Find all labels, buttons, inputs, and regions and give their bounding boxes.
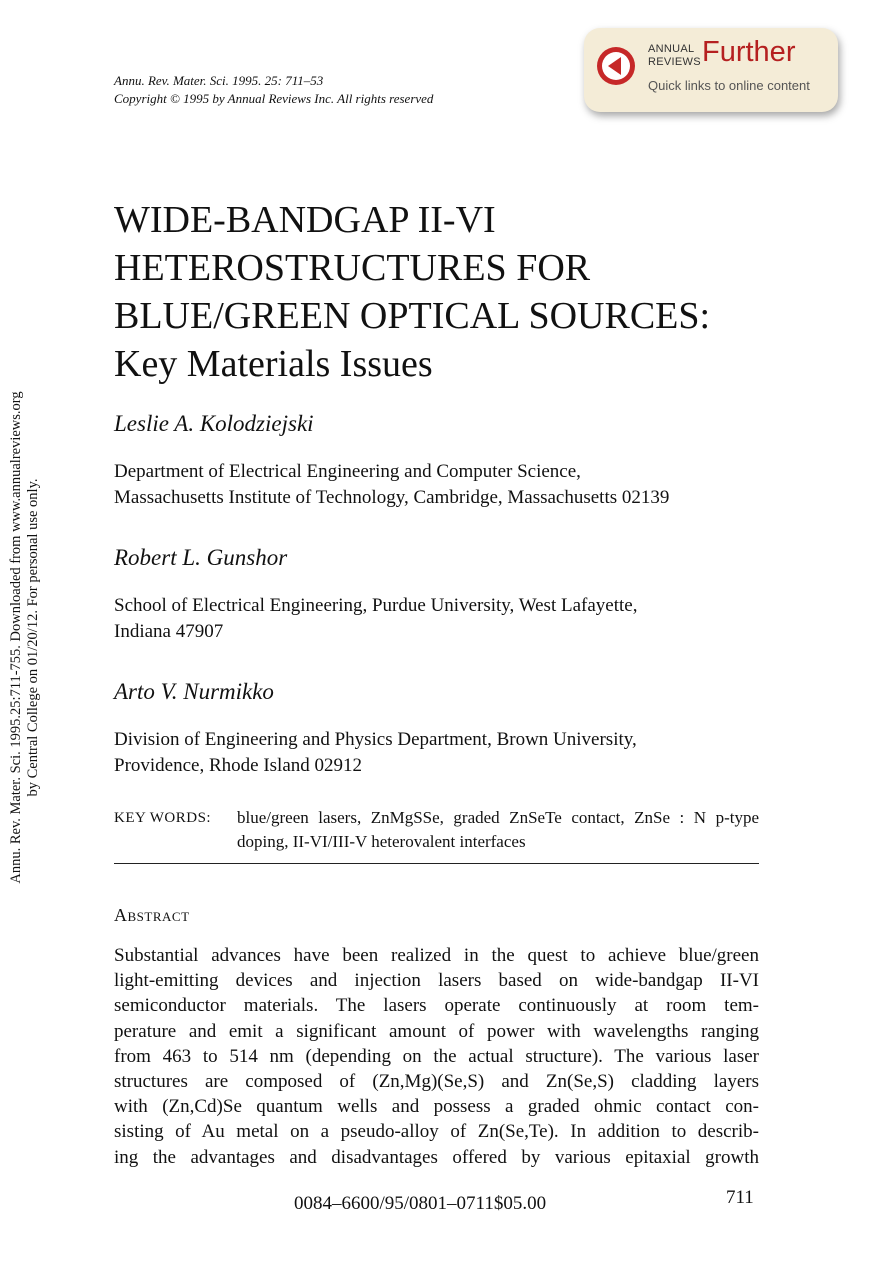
abstract-body <box>114 943 759 1170</box>
journal-citation: Annu. Rev. Mater. Sci. 1995. 25: 711–53 <box>114 73 324 88</box>
abstract-line: Substantial advances have been realized in the quest to achieve blue/green <box>114 945 759 966</box>
journal-header <box>114 72 433 108</box>
title-line-4: Key Materials Issues <box>114 343 433 385</box>
download-sidebar <box>0 350 50 925</box>
sidebar-line-1: Annu. Rev. Mater. Sci. 1995.25:711-755. Downloaded from www.annualreviews.org <box>8 391 24 884</box>
author-name: Arto V. Nurmikko <box>114 679 274 704</box>
keywords-label: KEY WORDS: <box>114 810 212 826</box>
abstract-line: sisting of Au metal on a pseudo-alloy of Zn(Se,Te). In addition to describ- <box>114 1121 759 1143</box>
author-affiliation <box>114 727 774 779</box>
sidebar-line-2: by Central College on 01/20/12. For personal use only. <box>25 478 41 797</box>
title-line-1: WIDE-BANDGAP II-VI <box>114 199 496 241</box>
abstract-line: from 463 to 514 nm (depending on the actual structure). The various laser <box>114 1045 759 1067</box>
divider <box>114 863 759 864</box>
author-name: Leslie A. Kolodziejski <box>114 411 314 436</box>
further-banner[interactable] <box>584 28 838 112</box>
further-word: Further <box>702 36 796 68</box>
play-back-icon <box>596 46 636 86</box>
abstract-line: with (Zn,Cd)Se quantum wells and possess a graded ohmic contact con- <box>114 1096 759 1118</box>
abstract-line: ing the advantages and disadvantages offered by various epitaxial growth <box>114 1146 759 1168</box>
affiliation-line: Providence, Rhode Island 02912 <box>114 755 363 776</box>
author-name: Robert L. Gunshor <box>114 545 288 570</box>
abstract-line: semiconductor materials. The lasers operate continuously at room tem- <box>114 995 759 1017</box>
affiliation-line: Department of Electrical Engineering and Computer Science, <box>114 461 581 482</box>
affiliation-line: Indiana 47907 <box>114 621 224 642</box>
further-subtitle: Quick links to online content <box>648 78 810 93</box>
article-title <box>114 196 814 388</box>
further-banner-label <box>648 43 701 69</box>
abstract-heading: Abstract <box>114 905 190 925</box>
abstract-line: light-emitting devices and injection lasers based on wide-bandgap II-VI <box>114 970 759 992</box>
author-affiliation <box>114 593 774 645</box>
affiliation-line: School of Electrical Engineering, Purdue University, West Lafayette, <box>114 595 638 616</box>
keywords-text: blue/green lasers, ZnMgSSe, graded ZnSeTe contact, ZnSe : N p-type doping, II-VI/III-V heterovalent interfaces <box>237 808 759 851</box>
abstract-line: structures are composed of (Zn,Mg)(Se,S) and Zn(Se,S) cladding layers <box>114 1071 759 1093</box>
affiliation-line: Division of Engineering and Physics Department, Brown University, <box>114 729 637 750</box>
title-line-2: HETEROSTRUCTURES FOR <box>114 247 591 289</box>
footer-code: 0084–6600/95/0801–0711$05.00 <box>294 1193 547 1214</box>
title-line-3: BLUE/GREEN OPTICAL SOURCES: <box>114 295 711 337</box>
journal-copyright: Copyright © 1995 by Annual Reviews Inc. All rights reserved <box>114 91 434 106</box>
author-affiliation <box>114 459 774 511</box>
abstract-line: perature and emit a significant amount of power with wavelengths ranging <box>114 1020 759 1042</box>
reviews-label: REVIEWS <box>648 56 701 68</box>
affiliation-line: Massachusetts Institute of Technology, Cambridge, Massachusetts 02139 <box>114 487 670 508</box>
page-number: 711 <box>726 1187 754 1208</box>
annual-label: ANNUAL <box>648 43 695 55</box>
